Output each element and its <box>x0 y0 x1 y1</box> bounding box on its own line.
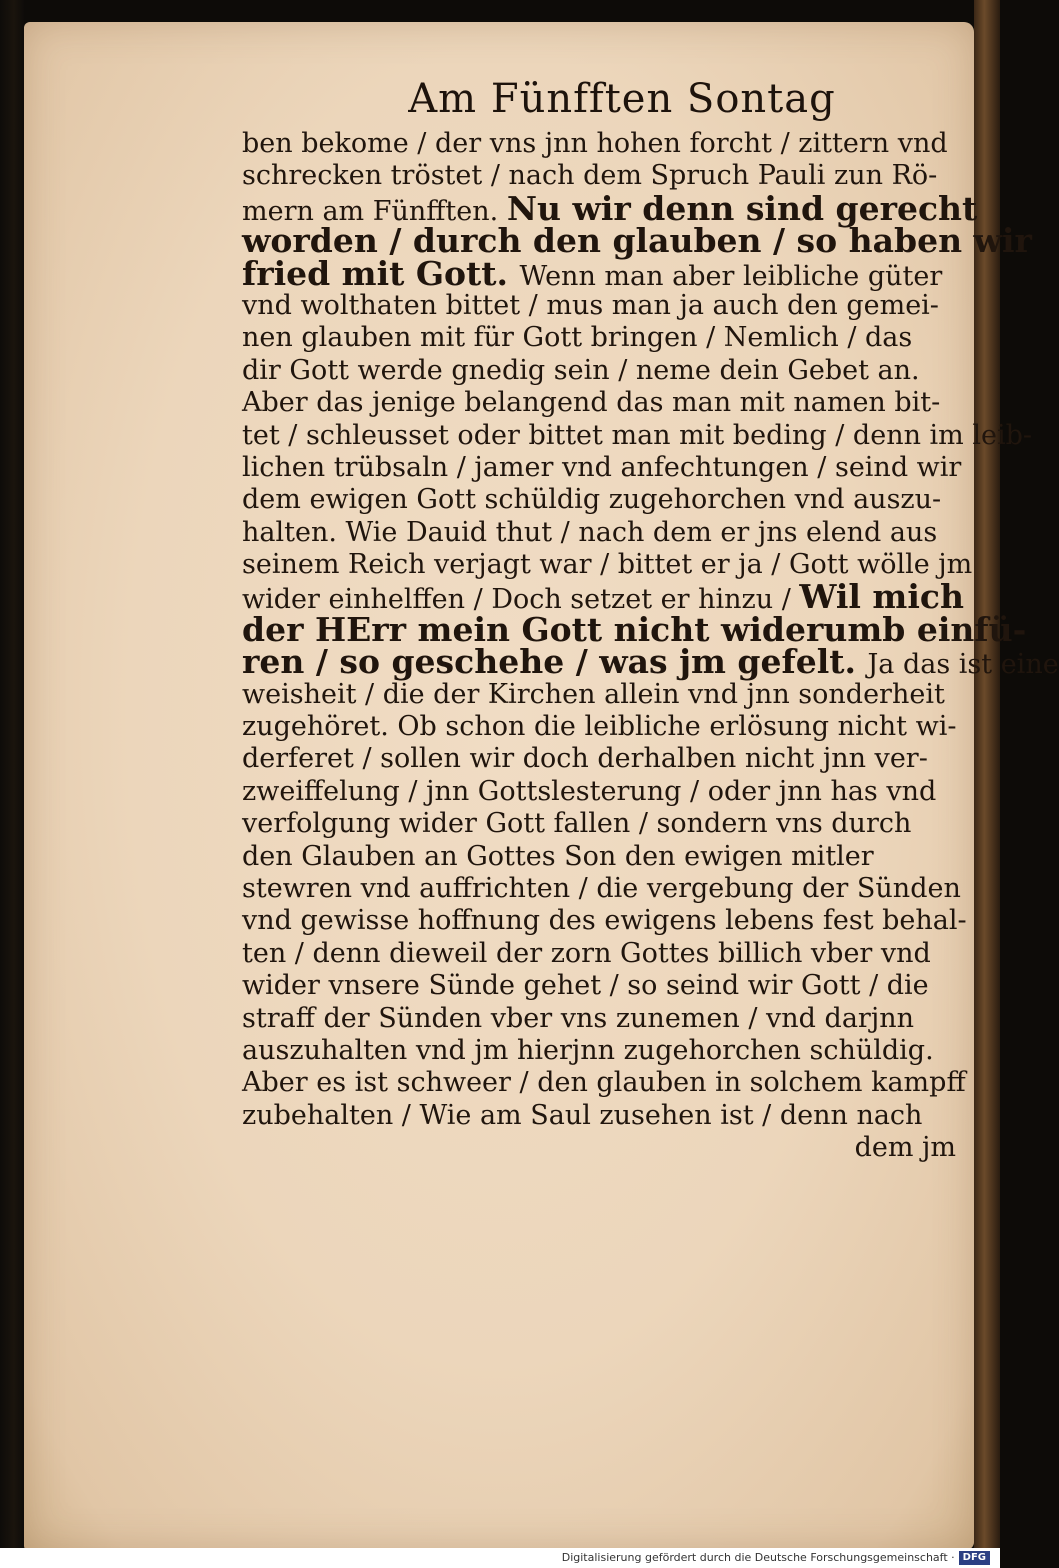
line-text-emphasis: der HErr mein Gott nicht widerumb einfü- <box>242 609 1027 649</box>
footer-credit: Digitalisierung gefördert durch die Deutsche Forschungsgemeinschaft · <box>561 1551 955 1564</box>
line-text: stewren vnd auffrichten / die vergebung der Sünden <box>242 872 961 904</box>
text-line <box>242 873 962 905</box>
line-text: ten / denn dieweil der zorn Gottes billich vber vnd <box>242 937 931 969</box>
text-line <box>242 484 962 516</box>
text-line <box>242 1067 966 1099</box>
text-line <box>242 841 962 873</box>
text-line <box>242 938 962 970</box>
line-text: zugehöret. Ob schon die leibliche erlösung nicht wi- <box>242 711 957 743</box>
line-text: zubehalten / Wie am Saul zusehen ist / denn nach <box>242 1099 923 1131</box>
line-text: dem jm <box>854 1132 956 1164</box>
text-line <box>242 419 1033 452</box>
text-line <box>242 808 962 840</box>
line-text: zweiffelung / jnn Gottslesterung / oder jnn has vnd <box>242 775 937 807</box>
running-head: Am Fünfften Sontag <box>408 76 836 122</box>
text-block <box>242 70 1059 1165</box>
line-text-emphasis: Wil mich <box>799 577 964 617</box>
line-text: halten. Wie Dauid thut / nach dem er jns elend aus <box>242 516 938 548</box>
text-line <box>242 743 962 775</box>
line-text: Wenn man aber leibliche güter <box>519 260 943 292</box>
text-line <box>242 517 962 549</box>
text-line <box>242 711 962 743</box>
text-line <box>242 642 1059 682</box>
line-text: Aber es ist schweer / den glauben in solchem kampff <box>242 1067 966 1099</box>
line-text: schrecken tröstet / nach dem Spruch Pauli zun Rö- <box>242 160 938 192</box>
text-line <box>242 970 962 1002</box>
text-line <box>242 905 967 937</box>
line-text: weisheit / die der Kirchen allein vnd jnn sonderheit <box>242 678 945 710</box>
line-text: wider einhelffen / Doch setzet er hinzu / <box>242 584 800 616</box>
text-line <box>242 679 962 711</box>
line-text: lichen trübsaln / jamer vnd anfechtungen / seind wir <box>242 451 962 483</box>
text-line <box>242 253 962 293</box>
line-text: tet / schleusset oder bittet man mit beding / denn im leib- <box>242 419 1033 451</box>
line-text-emphasis: Nu wir denn sind gerecht <box>506 188 978 228</box>
line-text: vnd gewisse hoffnung des ewigens lebens fest behal- <box>242 905 967 937</box>
line-text: nen glauben mit für Gott bringen / Nemlich / das <box>242 322 913 354</box>
text-line <box>242 322 962 354</box>
line-text: wider vnsere Sünde gehet / so seind wir Gott / die <box>242 970 929 1002</box>
text-line <box>242 355 962 387</box>
line-text: den Glauben an Gottes Son den ewigen mitler <box>242 840 874 872</box>
line-text-emphasis: worden / durch den glauben / so haben wir <box>242 221 1032 261</box>
line-text: auszuhalten vnd jm hierjnn zugehorchen schüldig. <box>242 1034 934 1066</box>
line-text: dem ewigen Gott schüldig zugehorchen vnd auszu- <box>242 484 942 516</box>
line-text-emphasis: fried mit Gott. <box>242 253 520 293</box>
text-line <box>242 1100 962 1132</box>
text-line <box>242 452 962 484</box>
text-line <box>242 290 962 322</box>
text-line <box>242 128 962 160</box>
line-text: seinem Reich verjagt war / bittet er ja / Gott wölle jm <box>242 549 973 581</box>
line-text: derferet / sollen wir doch derhalben nicht jnn ver- <box>242 743 928 775</box>
line-text: ben bekome / der vns jnn hohen forcht / zittern vnd <box>242 128 948 159</box>
text-line <box>242 1132 962 1164</box>
line-text: verfolgung wider Gott fallen / sondern vns durch <box>242 808 912 840</box>
line-text: Ja das ist eine <box>867 649 1059 681</box>
line-text: straff der Sünden vber vns zunemen / vnd darjnn <box>242 1002 914 1034</box>
text-line <box>242 1035 962 1067</box>
body-text <box>242 128 1059 1165</box>
text-line <box>242 1003 962 1035</box>
dfg-logo: DFG <box>959 1551 990 1565</box>
line-text-emphasis: ren / so geschehe / was jm gefelt. <box>242 642 868 682</box>
text-line <box>242 387 962 419</box>
text-line <box>242 776 962 808</box>
line-text: Aber das jenige belangend das man mit namen bit- <box>242 387 941 419</box>
line-text: vnd wolthaten bittet / mus man ja auch den gemei- <box>242 289 939 321</box>
footer-bar <box>0 1548 1000 1568</box>
line-text: mern am Fünfften. <box>242 195 507 227</box>
line-text: dir Gott werde gnedig sein / neme dein Gebet an. <box>242 354 920 386</box>
